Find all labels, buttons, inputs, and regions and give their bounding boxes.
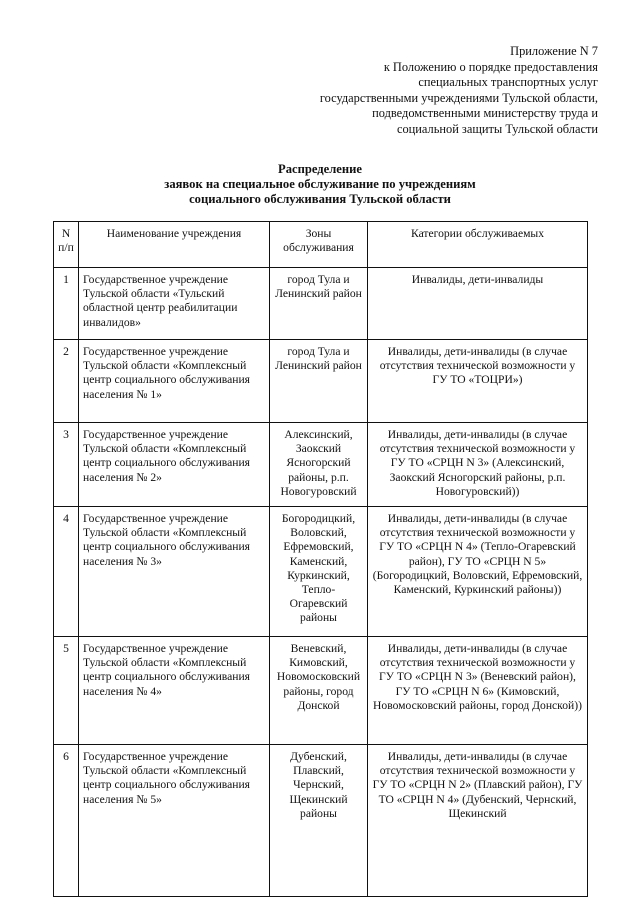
served-category: Инвалиды, дети-инвалиды (в случае отсутствия технической возможности у ГУ ТО «СРЦН N 4» (Тепло-Огаревский район), ГУ ТО «СРЦН N 5» (Богородицкий, Воловский, Ефремовский, Каменский, Куркинский районы)) (368, 507, 588, 637)
served-category: Инвалиды, дети-инвалиды (в случае отсутствия технической возможности у ГУ ТО «СРЦН N 3» (Веневский район), ГУ ТО «СРЦН N 6» (Кимовский, Новомосковский районы, город Донской)) (368, 637, 588, 745)
row-number: 5 (54, 637, 79, 745)
row-number: 4 (54, 507, 79, 637)
service-zone: Веневский, Кимовский, Новомосковский районы, город Донской (270, 637, 368, 745)
document-title (0, 162, 640, 207)
table-row (54, 340, 588, 423)
appendix-line: к Положению о порядке предоставления (383, 59, 598, 74)
served-category: Инвалиды, дети-инвалиды (в случае отсутствия технической возможности у ГУ ТО «ТОЦРИ») (368, 340, 588, 423)
served-category: Инвалиды, дети-инвалиды (368, 268, 588, 340)
institution-name: Государственное учреждение Тульской области «Комплексный центр социального обслуживания населения № 1» (79, 340, 270, 423)
appendix-line: государственными учреждениями Тульской области, (319, 90, 598, 105)
table-row (54, 745, 588, 897)
institution-name: Государственное учреждение Тульской области «Комплексный центр социального обслуживания населения № 5» (79, 745, 270, 897)
table-header-row (54, 222, 588, 268)
service-zone: Дубенский, Плавский, Чернский, Щекинский районы (270, 745, 368, 897)
header-number: N п/п (54, 222, 79, 268)
appendix-line: подведомственными министерству труда и (372, 106, 598, 121)
institution-name: Государственное учреждение Тульской области «Комплексный центр социального обслуживания населения № 4» (79, 637, 270, 745)
row-number: 1 (54, 268, 79, 340)
service-zone: Алексинский, Заокский Ясногорский районы, р.п. Новогуровский (270, 423, 368, 507)
appendix-note (268, 44, 598, 138)
header-served-categories: Категории обслуживаемых (368, 222, 588, 268)
appendix-line: Приложение N 7 (510, 44, 598, 58)
row-number: 2 (54, 340, 79, 423)
served-category: Инвалиды, дети-инвалиды (в случае отсутствия технической возможности у ГУ ТО «СРЦН N 2» (Плавский район), ГУ ТО «СРЦН N 4» (Дубенский, Чернский, Щекинский (368, 745, 588, 897)
institution-name: Государственное учреждение Тульской области «Комплексный центр социального обслуживания населения № 2» (79, 423, 270, 507)
appendix-line: специальных транспортных услуг (418, 75, 598, 90)
service-zone: Богородицкий, Воловский, Ефремовский, Каменский, Куркинский, Тепло-Огаревский районы (270, 507, 368, 637)
title-line: заявок на специальное обслуживание по учреждениям (164, 177, 476, 191)
service-zone: город Тула и Ленинский район (270, 340, 368, 423)
institution-name: Государственное учреждение Тульской области «Комплексный центр социального обслуживания населения № 3» (79, 507, 270, 637)
table-row (54, 268, 588, 340)
row-number: 6 (54, 745, 79, 897)
row-number: 3 (54, 423, 79, 507)
table-row (54, 423, 588, 507)
served-category: Инвалиды, дети-инвалиды (в случае отсутствия технической возможности у ГУ ТО «СРЦН N 3» (Алексинский, Заокский Ясногорский районы, р.п. Новогуровский)) (368, 423, 588, 507)
distribution-table (53, 221, 588, 897)
table-row (54, 637, 588, 745)
service-zone: город Тула и Ленинский район (270, 268, 368, 340)
header-institution-name: Наименование учреждения (79, 222, 270, 268)
header-service-zones: Зоны обслуживания (270, 222, 368, 268)
title-line: Распределение (278, 162, 362, 176)
title-line: социального обслуживания Тульской области (189, 192, 451, 206)
appendix-line: социальной защиты Тульской области (396, 121, 598, 136)
table-row (54, 507, 588, 637)
institution-name: Государственное учреждение Тульской области «Тульский областной центр реабилитации инвалидов» (79, 268, 270, 340)
